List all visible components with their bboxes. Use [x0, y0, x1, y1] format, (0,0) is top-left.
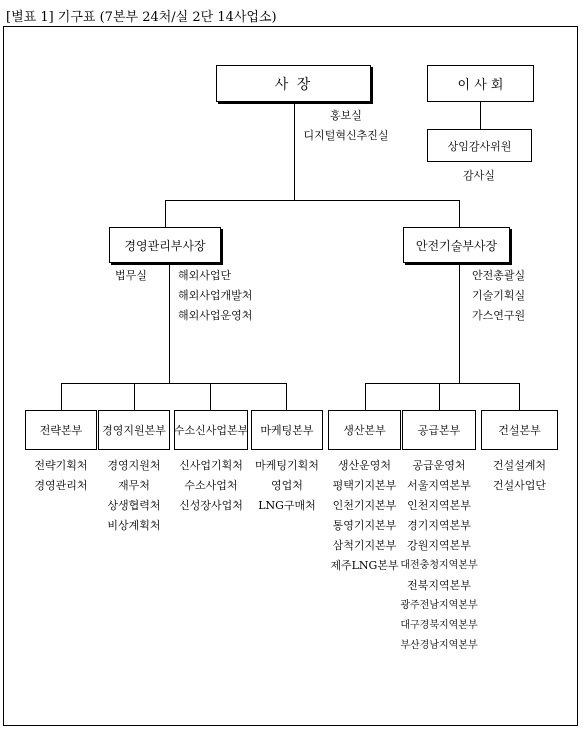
division-label: 생산본부 [343, 424, 386, 437]
vp-unit: 해외사업단 [178, 269, 232, 282]
connector-vp2 [459, 200, 460, 228]
division-box [98, 410, 170, 450]
connector-vp-bar [165, 200, 460, 201]
vp-unit: 기술기획실 [472, 289, 526, 302]
division-units [249, 456, 325, 516]
connector-div1 [61, 383, 62, 411]
division-unit: 대구경북지역본부 [400, 620, 478, 631]
division-unit: 재무처 [118, 479, 150, 492]
division-label: 전략본부 [39, 424, 83, 437]
connector-div-bar-left [61, 383, 287, 384]
division-units [396, 456, 482, 656]
audit-unit: 감사실 [463, 169, 495, 182]
ceo-unit: 홍보실 [330, 109, 362, 122]
board-box [427, 65, 534, 102]
division-unit: 건설사업단 [492, 479, 547, 492]
division-unit: 경기지역본부 [407, 519, 471, 532]
division-box [481, 410, 558, 450]
division-unit: 통영기지본부 [332, 519, 397, 532]
connector-vp1-down [169, 262, 170, 384]
audit-committee-box [427, 129, 532, 162]
division-unit: 인천지역본부 [407, 499, 471, 512]
ceo-label: 사 장 [274, 76, 313, 93]
division-box [25, 410, 97, 450]
division-unit: 삼척기지본부 [332, 539, 397, 552]
division-units [24, 456, 98, 496]
division-label: 수소신사업본부 [173, 424, 249, 437]
division-unit: 상생협력처 [107, 499, 161, 512]
division-unit: 영업처 [271, 479, 303, 492]
division-unit: 평택기지본부 [332, 479, 397, 492]
division-unit: 강원지역본부 [407, 539, 471, 552]
ceo-units [300, 106, 392, 146]
vp-safety-box [403, 227, 510, 263]
division-unit: 경영관리처 [34, 479, 88, 492]
connector-div-bar-right [365, 383, 520, 384]
division-unit: 공급운영처 [412, 459, 466, 472]
division-unit: 인천기지본부 [332, 499, 397, 512]
division-label: 건설본부 [498, 424, 541, 437]
vp-unit: 해외사업개발처 [178, 289, 253, 302]
vp-management-right-units [178, 266, 252, 326]
division-units [172, 456, 250, 516]
division-unit: 전략기획처 [34, 459, 88, 472]
division-unit: 신사업기획처 [179, 459, 243, 472]
division-label: 마케팅본부 [260, 424, 314, 437]
division-unit: 경영지원처 [107, 459, 161, 472]
division-unit: 비상계획처 [107, 519, 161, 532]
division-label: 공급본부 [417, 424, 461, 437]
division-label: 경영지원본부 [102, 424, 166, 437]
connector-div5 [365, 383, 366, 411]
division-box [402, 410, 476, 450]
division-box [328, 410, 401, 450]
connector-div4 [286, 383, 287, 411]
connector-audit [480, 102, 481, 130]
vp-management-box [109, 227, 221, 263]
division-unit: 생산운영처 [337, 459, 392, 472]
connector-vp1 [165, 200, 166, 228]
vp-unit: 법무실 [115, 269, 147, 282]
board-label: 이 사 회 [457, 78, 504, 93]
vp-management-left-units [115, 266, 147, 286]
vp-safety-label: 안전기술부사장 [415, 238, 498, 253]
connector-div7 [519, 383, 520, 411]
division-box [251, 410, 323, 450]
division-units [326, 456, 403, 576]
vp-unit: 해외사업운영처 [178, 309, 253, 322]
page-title: [별표 1] 기구표 (7본부 24처/실 2단 14사업소) [6, 10, 277, 25]
division-box [174, 410, 248, 450]
vp-management-label: 경영관리부사장 [124, 238, 206, 253]
vp-unit: 안전총괄실 [472, 269, 526, 282]
ceo-box [216, 65, 371, 102]
division-unit: 서울지역본부 [407, 479, 471, 492]
division-units [480, 456, 559, 496]
division-units [97, 456, 171, 536]
division-unit: 광주전남지역본부 [400, 600, 478, 611]
audit-committee-label: 상임감사위원 [447, 139, 512, 153]
division-unit: 신성장사업처 [179, 499, 243, 512]
division-unit: 대전충청지역본부 [400, 560, 478, 571]
division-unit: 제주LNG본부 [330, 559, 399, 572]
connector-ceo-down [294, 101, 295, 201]
connector-div3 [210, 383, 211, 411]
connector-div2 [134, 383, 135, 411]
division-unit: 전북지역본부 [407, 579, 471, 592]
connector-div6 [439, 383, 440, 411]
vp-unit: 가스연구원 [472, 309, 526, 322]
division-unit: 마케팅기획처 [255, 459, 319, 472]
connector-vp2-down [459, 262, 460, 384]
division-unit: LNG구매처 [258, 499, 316, 512]
ceo-unit: 디지털혁신추진실 [303, 129, 389, 142]
vp-safety-right-units [472, 266, 525, 326]
division-unit: 건설설계처 [492, 459, 547, 472]
division-unit: 부산경남지역본부 [400, 640, 478, 651]
division-unit: 수소사업처 [184, 479, 238, 492]
